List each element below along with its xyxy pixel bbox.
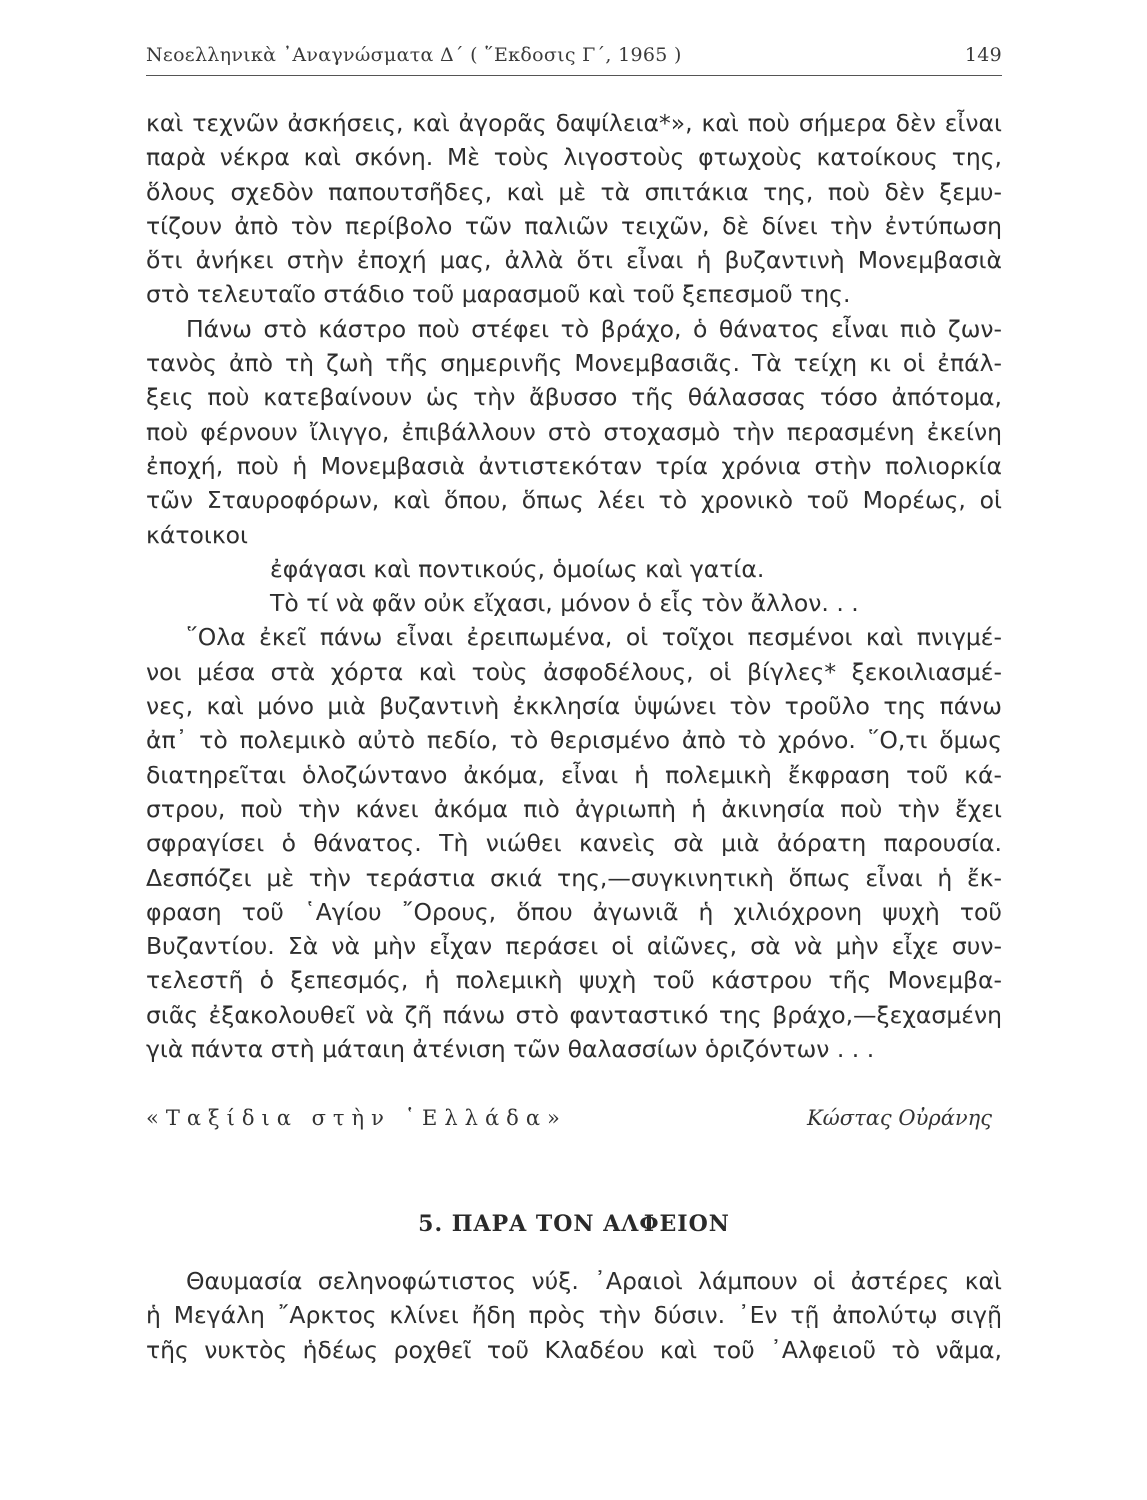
- text-line: Θαυμασία σεληνοφώτιστος νύξ. ᾿Αραιοὶ λάμπουν οἱ ἀστέρες καὶ: [186, 1267, 1002, 1295]
- text-line: τανὸς ἀπὸ τὴ ζωὴ τῆς σημερινῆς Μονεμβασιᾶς. Τὰ τείχη κι οἱ ἐπάλ-: [146, 349, 1002, 378]
- text-line: τελεστῆ ὁ ξεπεσμός, ἡ πολεμικὴ ψυχὴ τοῦ κάστρου τῆς Μονεμβα-: [146, 966, 1002, 995]
- running-head-title: Νεοελληνικὰ ᾿Αναγνώσματα Δ΄ ( ῞Εκδοσις Γ΄, 1965 ): [146, 44, 682, 66]
- text-line: καὶ τεχνῶν ἀσκήσεις, καὶ ἀγορᾶς δαψίλεια*», καὶ ποὺ σήμερα δὲν εἶναι: [146, 109, 1002, 137]
- citation: [146, 1102, 1002, 1136]
- text-line: ὅλους σχεδὸν παπουτσῆδες, καὶ μὲ τὰ σπιτάκια της, ποὺ δὲν ξεμυ-: [146, 177, 1002, 206]
- text-line: νες, καὶ μόνο μιὰ βυζαντινὴ ἐκκλησία ὑψώνει τὸν τροῦλο της πάνω: [146, 692, 1002, 721]
- text-line: νοι μέσα στὰ χόρτα καὶ τοὺς ἀσφοδέλους, οἱ βίγλες* ξεκοιλιασμέ-: [146, 657, 1002, 686]
- text-line: ξεις ποὺ κατεβαίνουν ὡς τὴν ἄβυσσο τῆς θάλασσας τόσο ἀπότομα,: [146, 383, 1002, 412]
- text-line: τίζουν ἀπὸ τὸν περίβολο τῶν παλιῶν τειχῶν, δὲ δίνει τὴν ἐντύπωση: [146, 211, 1002, 240]
- text-line: σιᾶς ἐξακολουθεῖ νὰ ζῆ πάνω στὸ φανταστικό της βράχο,—ξεχασμένη: [146, 1000, 1002, 1029]
- source-title: «Ταξίδια στὴν ῾Ελλάδα»: [146, 1106, 567, 1130]
- section-heading: 5. ΠΑΡΑ ΤΟΝ ΑΛΦΕΙΟΝ: [418, 1211, 730, 1237]
- text-line: τῶν Σταυροφόρων, καὶ ὅπου, ὅπως λέει τὸ χρονικὸ τοῦ Μορέως, οἱ: [146, 486, 1002, 515]
- text-line: Δεσπόζει μὲ τὴν τεράστια σκιά της,—συγκινητικὴ ὅπως εἶναι ἡ ἔκ-: [146, 863, 1002, 892]
- text-line: σφραγίσει ὁ θάνατος. Τὴ νιώθει κανεὶς σὰ μιὰ ἀόρατη παρουσία.: [146, 829, 1002, 858]
- page-number: 149: [964, 44, 1002, 66]
- text-line: τῆς νυκτὸς ἡδέως ροχθεῖ τοῦ Κλαδέου καὶ τοῦ ᾿Αλφειοῦ τὸ νᾶμα,: [146, 1335, 1002, 1364]
- text-line: ἡ Μεγάλη ῎Αρκτος κλίνει ἤδη πρὸς τὴν δύσιν. ᾿Εν τῇ ἀπολύτῳ σιγῇ: [146, 1301, 1002, 1330]
- text-line: Βυζαντίου. Σὰ νὰ μὴν εἶχαν περάσει οἱ αἰῶνες, σὰ νὰ μὴν εἶχε συν-: [146, 932, 1002, 961]
- text-line: ῞Ολα ἐκεῖ πάνω εἶναι ἐρειπωμένα, οἱ τοῖχοι πεσμένοι καὶ πνιγμέ-: [186, 623, 1002, 652]
- text-line: ὅτι ἀνήκει στὴν ἐποχή μας, ἀλλὰ ὅτι εἶναι ἡ βυζαντινὴ Μονεμβασιὰ: [146, 246, 1002, 275]
- header-rule: [146, 75, 1002, 76]
- text-line: φραση τοῦ ῾Αγίου ῎Ορους, ὅπου ἀγωνιᾶ ἡ χιλιόχρονη ψυχὴ τοῦ: [146, 897, 1002, 926]
- text-line: κάτοικοι: [146, 520, 248, 549]
- section-text: [146, 1264, 1002, 1367]
- text-line: παρὰ νέκρα καὶ σκόνη. Μὲ τοὺς λιγοστοὺς φτωχοὺς κατοίκους της,: [146, 143, 1002, 172]
- author-name: Κώστας Οὐράνης: [806, 1106, 992, 1130]
- text-line: ἀπ᾿ τὸ πολεμικὸ αὐτὸ πεδίο, τὸ θερισμένο ἀπὸ τὸ χρόνο. ῞Ο,τι ὅμως: [146, 726, 1002, 755]
- text-line: στρου, ποὺ τὴν κάνει ἀκόμα πιὸ ἀγριωπὴ ἡ ἀκινησία ποὺ τὴν ἔχει: [146, 794, 1002, 823]
- text-line: Πάνω στὸ κάστρο ποὺ στέφει τὸ βράχο, ὁ θάνατος εἶναι πιὸ ζων-: [186, 314, 1002, 343]
- passage-text: [146, 106, 1002, 1066]
- running-head: [146, 40, 1002, 74]
- text-line: στὸ τελευταῖο στάδιο τοῦ μαρασμοῦ καὶ τοῦ ξεπεσμοῦ της.: [146, 280, 851, 309]
- text-line: διατηρεῖται ὁλοζώντανο ἀκόμα, εἶναι ἡ πολεμικὴ ἔκφραση τοῦ κά-: [146, 760, 1002, 789]
- text-line: ἐποχή, ποὺ ἡ Μονεμβασιὰ ἀντιστεκόταν τρία χρόνια στὴν πολιορκία: [146, 451, 1002, 480]
- verse-line: ἐφάγασι καὶ ποντικούς, ὁμοίως καὶ γατία.: [270, 554, 765, 583]
- text-line: ποὺ φέρνουν ἴλιγγο, ἐπιβάλλουν στὸ στοχασμὸ τὴν περασμένη ἐκείνη: [146, 417, 1002, 446]
- text-line: γιὰ πάντα στὴ μάταιη ἀτένιση τῶν θαλασσίων ὁριζόντων . . .: [146, 1035, 875, 1064]
- verse-line: Τὸ τί νὰ φᾶν οὐκ εἴχασι, μόνον ὁ εἷς τὸν ἄλλον. . .: [270, 589, 859, 618]
